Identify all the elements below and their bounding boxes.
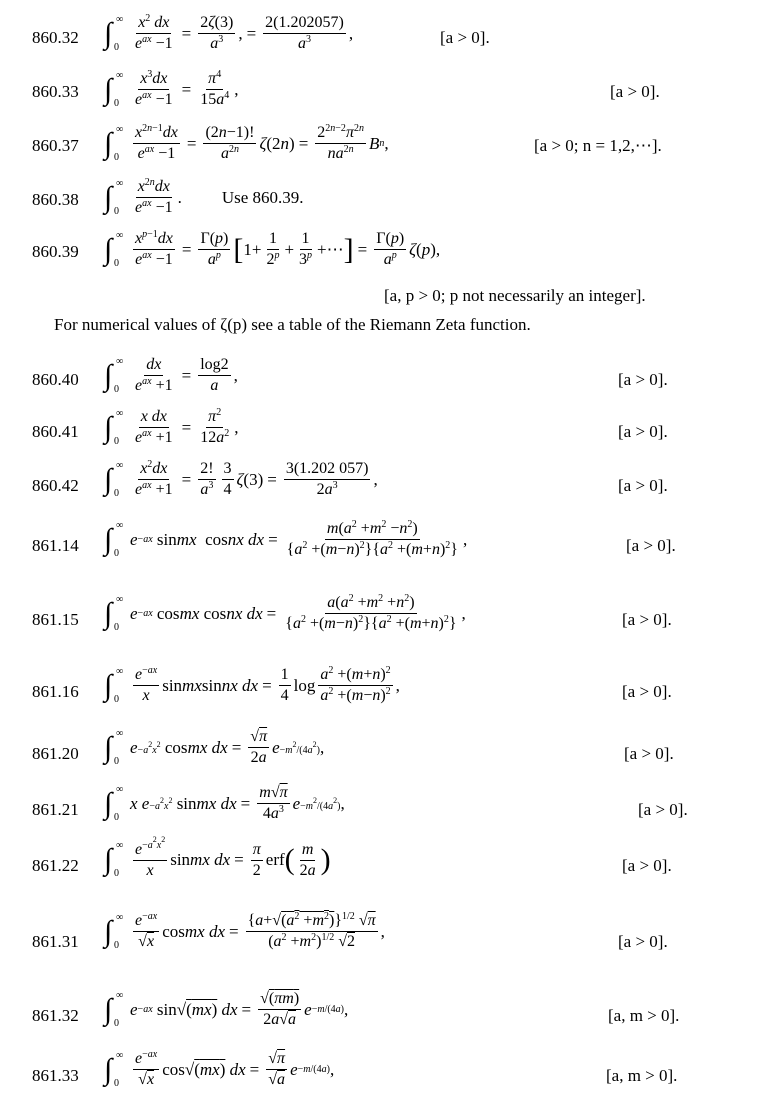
condition: [a > 0; n = 1,2,⋯]. [534, 136, 662, 155]
formula-row [0, 784, 765, 836]
formula: ∫ ∞ 0 $\frac{x^{2n-1}dx}{e^{ax} -1}$ = $\frac{(2n-1)!}{a^{2n}}$ ζ (2 n ) = $\frac{2^{2n-2}\pi^{2n}}{na^{2n}}$ B n , [104, 123, 389, 163]
equation-number: 861.20 [32, 744, 79, 763]
equation-number: 860.33 [32, 82, 79, 101]
formula-row [0, 230, 765, 286]
formula: ∫ ∞ 0 e −ax sin√ (mx) dx = $\frac{√(\pi m)}{2a√a}$ e −m/(4a) , [104, 989, 349, 1029]
formula: ∫ ∞ 0 $\frac{e^{-ax}}{√x}$ cos√ (mx) dx = $\frac{√\pi}{√a}$ e −m/(4a) , [104, 1049, 335, 1089]
equation-number: 860.32 [32, 28, 79, 47]
equation-number: 860.39 [32, 242, 79, 261]
condition: [a > 0]. [618, 370, 668, 389]
condition: [a > 0]. [626, 536, 676, 555]
condition: [a > 0]. [440, 28, 490, 47]
equation-number: 861.31 [32, 932, 79, 951]
condition: [a > 0]. [618, 422, 668, 441]
formula-row [0, 664, 765, 724]
equation-number: 860.42 [32, 476, 79, 495]
formula: ∫ ∞ 0 x e $-a^2x^2$ sin mx dx = $\frac{m√\pi}{4a^3}$ e $-m^2/(4a^2)$ , [104, 783, 345, 823]
formula: ∫ ∞ 0 e −ax cos mx cos nx dx = $\frac{a(a^2 +m^2 +n^2)}{\{a^2 +(m-n)^2\}\{a^2 +(m+n)^2\}}$ , [104, 593, 466, 633]
formula: ∫ ∞ 0 $\frac{x^2 dx}{e^{ax} -1}$ = $\frac{2\zeta(3)}{a^3}$ , = $\frac{2(1.202057)}{a^3}$ , [104, 13, 354, 53]
formula: ∫ ∞ 0 $\frac{x^{2n}dx}{e^{ax} -1}$ . Use 860.39. [104, 177, 304, 217]
formula-row [0, 728, 765, 780]
equation-number: 860.37 [32, 136, 79, 155]
formula-row [0, 986, 765, 1044]
formula-row [0, 178, 765, 226]
condition: [a > 0]. [622, 610, 672, 629]
hint-text: Use 860.39. [221, 187, 304, 207]
equation-number: 861.14 [32, 536, 79, 555]
integral-sign: ∫ ∞ 0 [104, 13, 124, 53]
formula-row [0, 460, 765, 510]
condition: [a > 0]. [610, 82, 660, 101]
formula-row [0, 1046, 765, 1104]
condition: [a, m > 0]. [606, 1066, 678, 1085]
equation-number: 860.38 [32, 190, 79, 209]
formula-row [0, 514, 765, 580]
equation-number: 860.41 [32, 422, 79, 441]
note-text: For numerical values of ζ(p) see a table of the Riemann Zeta function. [54, 315, 531, 334]
condition: [a > 0]. [622, 856, 672, 875]
condition: [a > 0]. [638, 800, 688, 819]
formula-row [0, 835, 765, 896]
condition: [a, m > 0]. [608, 1006, 680, 1025]
formula: ∫ ∞ 0 $\frac{x^3dx}{e^{ax} -1}$ = $\frac{\pi^4}{15a^4}$ , [104, 69, 239, 109]
formula-row [0, 356, 765, 406]
equation-number: 861.22 [32, 856, 79, 875]
condition: [a, p > 0; p not necessarily an integer]. [384, 286, 646, 305]
formula-row [0, 70, 765, 120]
equation-number: 860.40 [32, 370, 79, 389]
equation-number: 861.33 [32, 1066, 79, 1085]
equation-number: 861.32 [32, 1006, 79, 1025]
formula: ∫ ∞ 0 $\frac{e^{-ax}}{x}$ sin mx sin nx dx = $\frac{1}{4}$ log $\frac{a^2 +(m+n)^2}{a^2 +(m-n)^2}$ , [104, 665, 400, 705]
formula: ∫ ∞ 0 $\frac{e^{-ax}}{√x}$ cos mx dx = $\frac{\{a+√(a^2 +m^2)\}^{1/2} √\pi}{(a^2 +m^2)^{1/2} √2}$ , [104, 911, 385, 951]
condition: [a > 0]. [624, 744, 674, 763]
formula-row [0, 588, 765, 654]
formula: ∫ ∞ 0 e $-a^2x^2$ cos mx dx = $\frac{√\pi}{2a}$ e $-m^2/(4a^2)$ , [104, 727, 325, 767]
condition: [a > 0]. [622, 682, 672, 701]
formula-row [0, 124, 765, 174]
formula-row [0, 902, 765, 982]
formula: ∫ ∞ 0 $\frac{x^{p-1}dx}{e^{ax} -1}$ = $\frac{\Gamma(p)}{a^p}$ [ 1+ $\frac{1}{2^p}$ + $\frac{1}{3^p}$ +⋯ ] = $\frac{\Gamma(p)}{a^p}$ ζ ( p ), [104, 229, 441, 269]
formula: ∫ ∞ 0 $\frac{\text{x dx}}{e^{ax} +1}$ = $\frac{\pi^2}{12a^2}$ , [104, 407, 239, 447]
equation-number: 861.15 [32, 610, 79, 629]
formula-row [0, 14, 765, 66]
equation-number: 861.16 [32, 682, 79, 701]
equation-number: 861.21 [32, 800, 79, 819]
formula: ∫ ∞ 0 $\frac{dx}{e^{ax} +1}$ = $\frac{\log 2}{a}$ , [104, 355, 238, 395]
formula-row [0, 408, 765, 458]
condition: [a > 0]. [618, 932, 668, 951]
formula: ∫ ∞ 0 e −ax sin mx cos nx dx = $\frac{m(a^2 +m^2 -n^2)}{\{a^2 +(m-n)^2\}\{a^2 +(m+n)^2\}}$ , [104, 519, 468, 559]
formula: ∫ ∞ 0 $\frac{e^{-a^2x^2}}{x}$ sin mx dx = $\frac{\pi}{2}$ erf ( $\frac{m}{2a}$ ) [104, 835, 331, 880]
formula: ∫ ∞ 0 $\frac{x^2dx}{e^{ax} +1}$ = $\frac{2!}{a^3}$ $\frac{3}{4}$ ζ (3) = $\frac{3(1.202 057)}{2a^3}$ , [104, 459, 378, 499]
condition: [a > 0]. [618, 476, 668, 495]
